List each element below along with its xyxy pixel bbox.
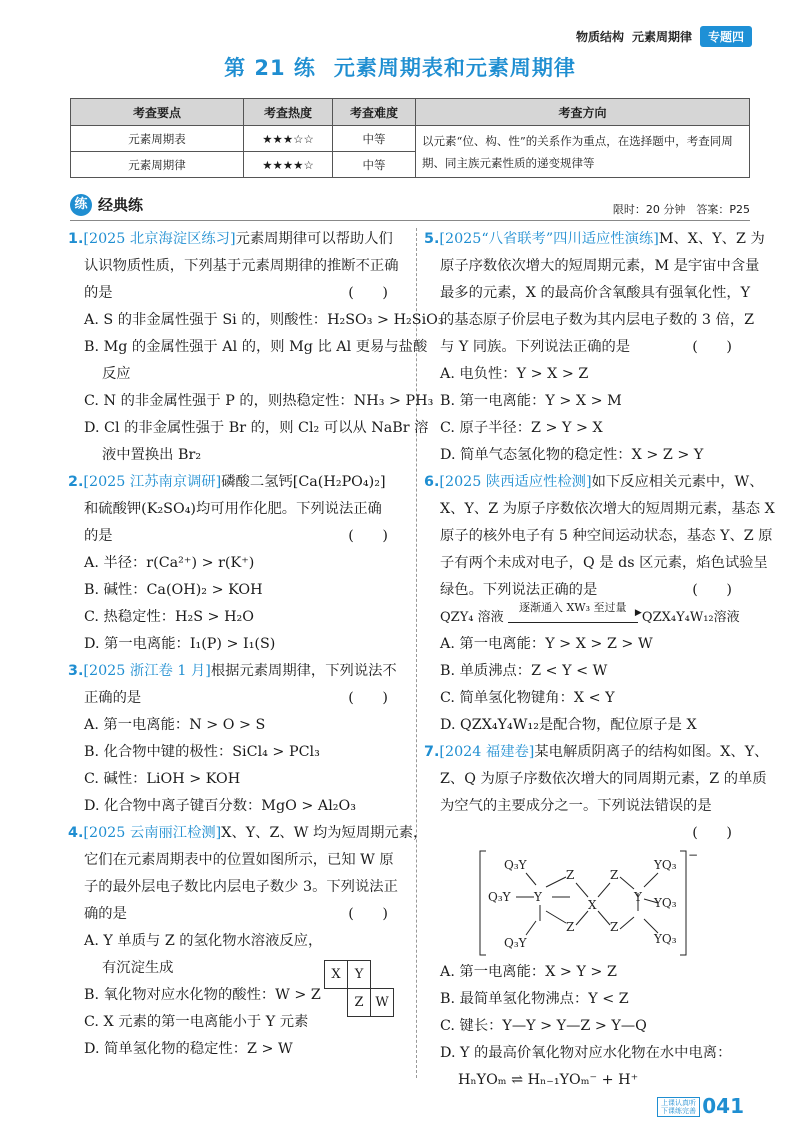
title-prefix: 第 21 练	[224, 56, 316, 80]
right-column	[424, 226, 775, 1094]
question-number: 3.	[68, 663, 84, 679]
question-source: [2025 北京海淀区练习]	[83, 231, 236, 247]
grid-cell-empty	[371, 961, 394, 989]
page-number: 041	[702, 1094, 744, 1118]
atom-z-lower-left: Z	[566, 920, 575, 934]
option-a-cont: 有沉淀生成	[102, 960, 174, 976]
question-text: Z、Q 为原子序数依次增大的同周期元素，Z 的单质	[440, 771, 767, 787]
option-a: A. S 的非金属性强于 Si 的，则酸性：H₂SO₃ > H₂SiO₃	[84, 312, 444, 328]
answer-blank: ( )	[692, 582, 732, 598]
charge-sign: −	[688, 848, 699, 862]
group-q3y-left: Q₃Y	[488, 890, 511, 904]
question-text: M、X、Y、Z 为	[658, 231, 765, 247]
reaction-equation	[424, 601, 752, 631]
reactant: QZY₄ 溶液	[440, 610, 504, 625]
question-number: 5.	[424, 231, 440, 247]
group-yq3-right: YQ₃	[654, 896, 677, 910]
question-number: 2.	[68, 474, 84, 490]
question-number: 4.	[68, 825, 84, 841]
answer-blank: ( )	[348, 906, 388, 922]
question-text: 的基态原子价层电子数为其内层电子数的 3 倍，Z	[440, 312, 755, 328]
question-text: 确的是	[84, 906, 127, 922]
answer-blank: ( )	[692, 339, 732, 355]
option-b: B. Mg 的金属性强于 Al 的，则 Mg 比 Al 更易与盐酸	[84, 339, 428, 355]
question-text: 子有两个未成对电子，Q 是 ds 区元素，焰色试验呈	[440, 555, 768, 571]
option-d: D. Cl 的非金属性强于 Br 的，则 Cl₂ 可以从 NaBr 溶	[84, 420, 429, 436]
question-7	[424, 739, 769, 1094]
answer-blank: ( )	[348, 285, 388, 301]
group-yq3-bottom: YQ₃	[654, 932, 677, 946]
question-text: 元素周期律可以帮助人们	[235, 231, 393, 247]
header-tag-structure: 物质结构	[575, 30, 624, 44]
grid-cell-empty	[325, 989, 348, 1017]
question-2	[68, 469, 408, 658]
question-source: [2025 浙江卷 1 月]	[83, 663, 211, 679]
group-q3y-bottom: Q₃Y	[504, 936, 527, 950]
slogan-line: 上课认真听	[661, 1099, 696, 1107]
arrow-condition: 逐渐通入 XW₃ 至过量	[518, 601, 627, 614]
direction-cell	[416, 126, 750, 178]
group-q3y-top: Q₃Y	[504, 858, 527, 872]
option-b: B. 氧化物对应水化物的酸性：W > Z	[84, 987, 321, 1003]
option-a: A. Y 单质与 Z 的氢化物水溶液反应，	[84, 933, 323, 949]
question-text: 磷酸二氢钙[Ca(H₂PO₄)₂]	[221, 474, 386, 490]
answer-blank: ( )	[692, 825, 732, 841]
table-cell: 中等	[333, 152, 416, 178]
section-label: 经典练	[98, 196, 144, 214]
option-a: A. 第一电离能：X > Y > Z	[440, 964, 617, 980]
option-d: D. Y 的最高价氧化物对应水化物在水中电离：	[440, 1045, 732, 1061]
footer-slogan	[657, 1097, 700, 1117]
option-d-equation: HₙYOₘ ⇌ Hₙ₋₁YOₘ⁻ + H⁺	[458, 1072, 639, 1088]
question-text: 如下反应相关元素中，W、	[591, 474, 764, 490]
grid-cell-x: X	[325, 961, 348, 989]
question-source: [2025“八省联考”四川适应性演练]	[439, 231, 659, 247]
option-a: A. 第一电离能：Y > X > Z > W	[440, 636, 653, 652]
practice-icon: 练	[70, 194, 92, 216]
grid-cell-w: W	[371, 989, 394, 1017]
option-c: C. X 元素的第一电离能小于 Y 元素	[84, 1014, 309, 1030]
atom-y-right: Y	[634, 890, 642, 904]
header-tags	[576, 26, 752, 47]
question-text: 它们在元素周期表中的位置如图所示，已知 W 原	[84, 852, 394, 868]
option-b-cont: 反应	[102, 366, 131, 382]
option-a: A. 电负性：Y > X > Z	[440, 366, 589, 382]
answer-blank: ( )	[348, 528, 388, 544]
atom-y-left: Y	[534, 890, 542, 904]
time-limit-answer: 限时：20 分钟 答案：P25	[612, 203, 750, 216]
section-header	[70, 192, 750, 221]
header-tag-periodic-law: 元素周期律	[631, 30, 692, 44]
group-yq3-top: YQ₃	[654, 858, 677, 872]
periodic-position-grid	[324, 960, 394, 1017]
option-b: B. 单质沸点：Z < Y < W	[440, 663, 608, 679]
question-5	[424, 226, 765, 469]
topic-badge: 专题四	[700, 26, 752, 47]
question-text: 某电解质阴离子的结构如图。X、Y、	[534, 744, 769, 760]
atom-x-center: X	[588, 898, 597, 912]
option-b: B. 碱性：Ca(OH)₂ > KOH	[84, 582, 263, 598]
title-main: 元素周期表和元素周期律	[333, 56, 576, 80]
question-source: [2025 云南丽江检测]	[83, 825, 222, 841]
option-d: D. 化合物中离子键百分数：MgO > Al₂O₃	[84, 798, 356, 814]
question-3	[68, 658, 408, 820]
question-number: 7.	[424, 744, 440, 760]
question-text: 的是	[84, 285, 113, 301]
exam-overview-table	[70, 98, 750, 178]
option-a: A. 第一电离能：N > O > S	[84, 717, 266, 733]
answer-blank: ( )	[348, 690, 388, 706]
grid-cell-z: Z	[348, 989, 371, 1017]
atom-z-upper-right: Z	[610, 868, 619, 882]
anion-structure-diagram	[474, 847, 714, 959]
question-source: [2024 福建卷]	[439, 744, 535, 760]
option-d-cont: 液中置换出 Br₂	[102, 447, 202, 463]
table-cell: ★★★☆☆	[244, 126, 333, 152]
slogan-line: 下课练完善	[661, 1107, 696, 1115]
product: QZX₄Y₄W₁₂溶液	[641, 610, 740, 625]
left-column	[68, 226, 444, 1063]
table-header: 考查要点	[71, 99, 244, 126]
option-d: D. 简单氢化物的稳定性：Z > W	[84, 1041, 293, 1057]
table-header: 考查方向	[416, 99, 750, 126]
question-text: 与 Y 同族。下列说法正确的是	[440, 339, 631, 355]
question-text: 根据元素周期律，下列说法不	[210, 663, 397, 679]
grid-cell-y: Y	[348, 961, 371, 989]
reaction-arrow: 逐渐通入 XW₃ 至过量 ▶	[508, 614, 638, 631]
option-c: C. 碱性：LiOH > KOH	[84, 771, 241, 787]
option-b: B. 第一电离能：Y > X > M	[440, 393, 622, 409]
table-row	[71, 126, 750, 152]
option-c: C. 热稳定性：H₂S > H₂O	[84, 609, 254, 625]
direction-line: 期、同主族元素性质的递变规律等	[422, 155, 595, 170]
option-b: B. 最简单氢化物沸点：Y < Z	[440, 991, 629, 1007]
option-d: D. QZX₄Y₄W₁₂是配合物，配位原子是 X	[440, 717, 697, 733]
table-cell: ★★★★☆	[244, 152, 333, 178]
atom-z-lower-right: Z	[610, 920, 619, 934]
question-number: 1.	[68, 231, 84, 247]
table-header: 考查热度	[244, 99, 333, 126]
question-text: 原子的核外电子有 5 种空间运动状态，基态 Y、Z 原	[440, 528, 773, 544]
question-6	[424, 469, 775, 739]
question-text: 正确的是	[84, 690, 142, 706]
option-c: C. N 的非金属性强于 P 的，则热稳定性：NH₃ > PH₃	[84, 393, 434, 409]
question-text: 为空气的主要成分之一。下列说法错误的是	[440, 798, 712, 814]
option-c: C. 键长：Y—Y > Y—Z > Y—Q	[440, 1018, 647, 1034]
question-text: 和硫酸钾(K₂SO₄)均可用作化肥。下列说法正确	[84, 501, 382, 517]
table-cell: 元素周期表	[71, 126, 244, 152]
question-source: [2025 陕西适应性检测]	[439, 474, 592, 490]
option-d: D. 简单气态氢化物的稳定性：X > Z > Y	[440, 447, 704, 463]
option-c: C. 简单氢化物键角：X < Y	[440, 690, 615, 706]
option-b: B. 化合物中键的极性：SiCl₄ > PCl₃	[84, 744, 320, 760]
question-text: X、Y、Z、W 均为短周期元素，	[221, 825, 428, 841]
question-text: X、Y、Z 为原子序数依次增大的短周期元素，基态 X	[440, 501, 775, 517]
direction-line: 以元素“位、构、性”的关系作为重点，在选择题中，考查同周	[422, 133, 733, 148]
question-text: 原子序数依次增大的短周期元素，M 是宇宙中含量	[440, 258, 760, 274]
question-text: 最多的元素，X 的最高价含氧酸具有强氧化性，Y	[440, 285, 751, 301]
atom-z-upper-left: Z	[566, 868, 575, 882]
question-4	[68, 820, 428, 1063]
page-title	[0, 52, 800, 82]
option-d: D. 第一电离能：I₁(P) > I₁(S)	[84, 636, 276, 652]
table-header: 考查难度	[333, 99, 416, 126]
question-text: 绿色。下列说法正确的是	[440, 582, 598, 598]
question-text: 的是	[84, 528, 113, 544]
question-1	[68, 226, 444, 469]
question-text: 子的最外层电子数比内层电子数少 3。下列说法正	[84, 879, 398, 895]
question-number: 6.	[424, 474, 440, 490]
option-c: C. 原子半径：Z > Y > X	[440, 420, 603, 436]
table-cell: 元素周期律	[71, 152, 244, 178]
question-source: [2025 江苏南京调研]	[83, 474, 222, 490]
option-a: A. 半径：r(Ca²⁺) > r(K⁺)	[84, 555, 255, 571]
question-text: 认识物质性质，下列基于元素周期律的推断不正确	[84, 258, 399, 274]
table-cell: 中等	[333, 126, 416, 152]
